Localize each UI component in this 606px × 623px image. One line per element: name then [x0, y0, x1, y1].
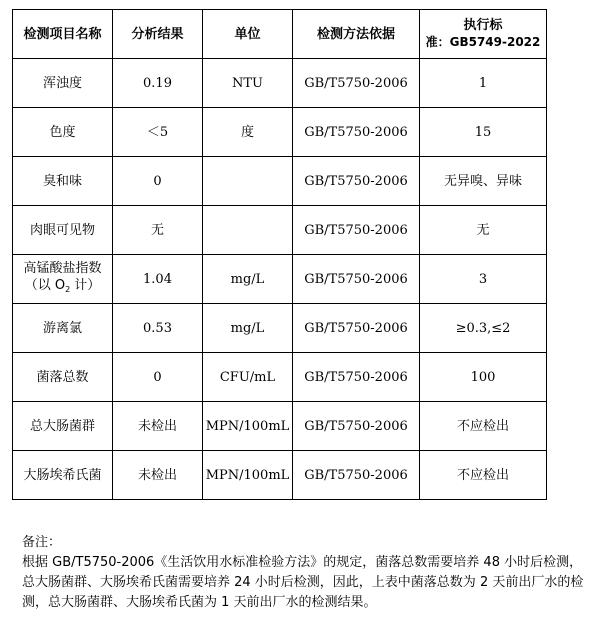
cell-result: 未检出 [113, 451, 203, 500]
cell-item-line2-sub: 2 [65, 285, 71, 294]
cell-result: 无 [113, 206, 203, 255]
cell-result: 1.04 [113, 255, 203, 304]
cell-result: 0 [113, 353, 203, 402]
cell-unit: mg/L [203, 255, 293, 304]
cell-method: GB/T5750-2006 [293, 157, 420, 206]
cell-result: 0 [113, 157, 203, 206]
cell-standard: 无异嗅、异味 [420, 157, 547, 206]
cell-unit: MPN/100mL [203, 451, 293, 500]
notes-section [22, 533, 588, 613]
cell-item: 游离氯 [13, 304, 113, 353]
table-row [13, 304, 547, 353]
table-row [13, 206, 547, 255]
cell-unit: NTU [203, 59, 293, 108]
cell-result: 0.19 [113, 59, 203, 108]
cell-item-line2-pre: （以 O [24, 278, 66, 293]
cell-standard: 15 [420, 108, 547, 157]
cell-unit: 度 [203, 108, 293, 157]
cell-standard: 100 [420, 353, 547, 402]
cell-standard: 3 [420, 255, 547, 304]
cell-item-line1: 高锰酸盐指数 [23, 261, 102, 276]
table-row [13, 255, 547, 304]
table-row [13, 59, 547, 108]
cell-unit [203, 206, 293, 255]
header-method: 检测方法依据 [293, 10, 420, 59]
cell-standard: 1 [420, 59, 547, 108]
cell-item [13, 255, 113, 304]
notes-body: 根据 GB/T5750-2006《生活饮用水标准检验方法》的规定，菌落总数需要培养 48 小时后检测，总大肠菌群、大肠埃希氏菌需要培养 24 小时后检测，因此，上表中菌落总数为 2 天前出厂水的检测，总大肠菌群、大肠埃希氏菌为 1 天前出厂水的检测结果。 [22, 555, 584, 610]
cell-item: 大肠埃希氏菌 [13, 451, 113, 500]
cell-standard: 不应检出 [420, 451, 547, 500]
cell-item: 臭和味 [13, 157, 113, 206]
cell-method: GB/T5750-2006 [293, 353, 420, 402]
cell-result: 未检出 [113, 402, 203, 451]
notes-title: 备注： [22, 535, 62, 550]
table-row [13, 108, 547, 157]
cell-method: GB/T5750-2006 [293, 451, 420, 500]
cell-unit: mg/L [203, 304, 293, 353]
table-row [13, 353, 547, 402]
table-row [13, 402, 547, 451]
cell-method: GB/T5750-2006 [293, 206, 420, 255]
cell-result: ＜5 [113, 108, 203, 157]
header-standard-line2: 准：GB5749-2022 [425, 35, 541, 49]
header-item-name: 检测项目名称 [13, 10, 113, 59]
cell-result: 0.53 [113, 304, 203, 353]
header-unit: 单位 [203, 10, 293, 59]
cell-method: GB/T5750-2006 [293, 108, 420, 157]
cell-item-line2-post: 计） [70, 278, 101, 293]
table-row [13, 157, 547, 206]
cell-item: 浑浊度 [13, 59, 113, 108]
table-row [13, 451, 547, 500]
cell-item: 菌落总数 [13, 353, 113, 402]
header-standard [420, 10, 547, 59]
cell-item: 肉眼可见物 [13, 206, 113, 255]
cell-standard: 无 [420, 206, 547, 255]
cell-unit: CFU/mL [203, 353, 293, 402]
cell-method: GB/T5750-2006 [293, 59, 420, 108]
cell-item: 总大肠菌群 [13, 402, 113, 451]
cell-method: GB/T5750-2006 [293, 304, 420, 353]
table-header-row [13, 10, 547, 59]
header-result: 分析结果 [113, 10, 203, 59]
cell-item: 色度 [13, 108, 113, 157]
cell-unit [203, 157, 293, 206]
cell-method: GB/T5750-2006 [293, 255, 420, 304]
cell-method: GB/T5750-2006 [293, 402, 420, 451]
cell-standard: 不应检出 [420, 402, 547, 451]
cell-unit: MPN/100mL [203, 402, 293, 451]
cell-standard: ≥0.3,≤2 [420, 304, 547, 353]
water-quality-table [12, 9, 547, 500]
header-standard-line1: 执行标 [463, 18, 503, 33]
